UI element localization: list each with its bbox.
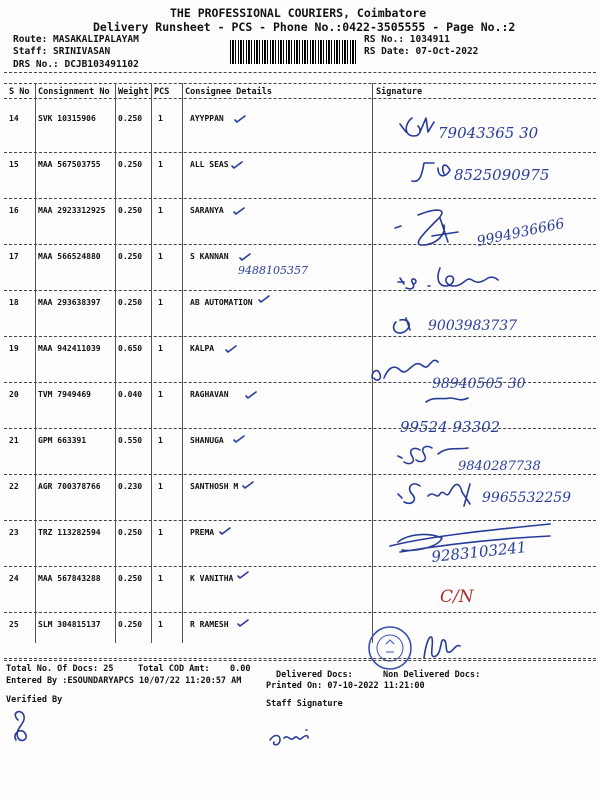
row-consignee: ALL SEAS <box>190 160 229 169</box>
row-consignment-no: MAA 567843288 <box>38 574 101 583</box>
drs-number: DRS No.: DCJB103491102 <box>13 59 139 70</box>
cod-amount-value: 0.00 <box>230 664 251 674</box>
row-consignee: SANTHOSH M <box>190 482 239 491</box>
row-weight: 0.250 <box>118 160 143 169</box>
row-consignee: S KANNAN <box>190 252 229 261</box>
signature-scribble <box>426 398 468 402</box>
row-sno: 20 <box>9 390 19 399</box>
row-sno: 23 <box>9 528 19 537</box>
row-weight: 0.250 <box>118 114 143 123</box>
signature-scribble <box>412 163 450 181</box>
row-consignment-no: MAA 2923312925 <box>38 206 106 215</box>
handwritten-phone: 9003983737 <box>428 318 518 334</box>
row-consignee: KALPA <box>190 344 215 353</box>
courier-stamp-inner-ring <box>377 635 403 661</box>
row-sno: 18 <box>9 298 19 307</box>
tick-mark-icon <box>243 482 253 488</box>
row-weight: 0.230 <box>118 482 143 491</box>
row-weight: 0.250 <box>118 574 143 583</box>
col-header-signature: Signature <box>376 87 423 97</box>
row-sno: 19 <box>9 344 19 353</box>
row-pcs: 1 <box>158 574 163 583</box>
row-sno: 25 <box>9 620 19 629</box>
printed-on: Printed On: 07-10-2022 11:21:00 <box>266 681 425 691</box>
tick-mark-icon <box>246 392 256 398</box>
col-header-weight: Weight <box>118 87 149 97</box>
handwritten-phone: 79043365 30 <box>438 124 539 142</box>
handwritten-phone: 9994936666 <box>475 215 566 250</box>
row-consignee: R RAMESH <box>190 620 229 629</box>
row-consignee: RAGHAVAN <box>190 390 229 399</box>
route-label: Route: MASAKALIPALAYAM <box>13 34 139 45</box>
entered-by: Entered By :ESOUNDARYAPCS 10/07/22 11:20:57 AM <box>6 676 242 686</box>
handwritten-phone: 98940505 30 <box>432 376 526 392</box>
row-weight: 0.550 <box>118 436 143 445</box>
courier-stamp-icon <box>369 627 411 669</box>
signature-scribble <box>424 637 460 658</box>
row-consignment-no: MAA 566524880 <box>38 252 101 261</box>
row-weight: 0.250 <box>118 620 143 629</box>
handwritten-phone: 9488105357 <box>238 264 308 277</box>
row-pcs: 1 <box>158 298 163 307</box>
row-consignment-no: AGR 700378766 <box>38 482 101 491</box>
row-consignee: AYYPPAN <box>190 114 224 123</box>
staff-signature <box>270 730 308 745</box>
row-consignment-no: MAA 942411039 <box>38 344 101 353</box>
row-consignee: K VANITHA <box>190 574 234 583</box>
tick-mark-icon <box>240 254 250 260</box>
handwritten-phone: 8525090975 <box>454 166 550 184</box>
tick-mark-icon <box>235 116 245 122</box>
row-sno: 15 <box>9 160 19 169</box>
row-consignment-no: TVM 7949469 <box>38 390 91 399</box>
row-weight: 0.250 <box>118 206 143 215</box>
row-pcs: 1 <box>158 160 163 169</box>
col-header-consignment: Consignment No <box>38 87 110 97</box>
signature-scribble <box>398 268 498 289</box>
tick-mark-icon <box>238 620 248 626</box>
tick-mark-icon <box>220 528 230 534</box>
row-pcs: 1 <box>158 390 163 399</box>
row-consignee: SARANYA <box>190 206 224 215</box>
signature-scribble <box>398 484 470 506</box>
staff-signature-label: Staff Signature <box>266 699 343 709</box>
row-pcs: 1 <box>158 482 163 491</box>
row-pcs: 1 <box>158 528 163 537</box>
row-sno: 17 <box>9 252 19 261</box>
row-consignee: SHANUGA <box>190 436 224 445</box>
row-weight: 0.650 <box>118 344 143 353</box>
tick-mark-icon <box>234 436 244 442</box>
stamp-star-icon <box>386 640 394 652</box>
delivered-docs: Delivered Docs: <box>276 670 353 680</box>
signature-scribble <box>394 318 410 333</box>
row-weight: 0.250 <box>118 252 143 261</box>
handwritten-cn-note: C/N <box>440 587 474 607</box>
row-consignee: PREMA <box>190 528 215 537</box>
signature-scribble <box>395 210 458 245</box>
verified-by: Verified By <box>6 695 63 705</box>
handwritten-phone: 9965532259 <box>482 490 572 506</box>
row-weight: 0.040 <box>118 390 143 399</box>
row-consignment-no: TRZ 113282594 <box>38 528 101 537</box>
row-pcs: 1 <box>158 206 163 215</box>
handwritten-phone: 9283103241 <box>430 538 528 566</box>
row-pcs: 1 <box>158 114 163 123</box>
row-consignee: AB AUTOMATION <box>190 298 253 307</box>
row-pcs: 1 <box>158 344 163 353</box>
non-delivered-docs: Non Delivered Docs: <box>383 670 481 680</box>
row-pcs: 1 <box>158 252 163 261</box>
handwritten-phone: 9840287738 <box>458 459 541 474</box>
tick-mark-icon <box>259 296 269 302</box>
row-consignment-no: SVK 10315906 <box>38 114 96 123</box>
col-header-sno: S No <box>9 87 30 97</box>
row-consignment-no: SLM 304815137 <box>38 620 101 629</box>
cod-amount-label: Total COD Amt: <box>138 664 210 674</box>
signature-scribble <box>400 118 434 136</box>
row-pcs: 1 <box>158 620 163 629</box>
row-consignment-no: MAA 567503755 <box>38 160 101 169</box>
divider <box>4 660 596 661</box>
tick-mark-icon <box>238 572 248 578</box>
row-pcs: 1 <box>158 436 163 445</box>
row-consignment-no: MAA 293638397 <box>38 298 101 307</box>
company-title: THE PROFESSIONAL COURIERS, Coimbatore <box>170 6 427 20</box>
row-consignment-no: GPM 663391 <box>38 436 87 445</box>
row-sno: 22 <box>9 482 19 491</box>
staff-label: Staff: SRINIVASAN <box>13 46 111 57</box>
row-sno: 14 <box>9 114 19 123</box>
tick-mark-icon <box>232 162 242 168</box>
signature-scribble <box>372 360 438 380</box>
verifier-signature <box>15 712 26 741</box>
row-sno: 16 <box>9 206 19 215</box>
row-weight: 0.250 <box>118 528 143 537</box>
row-weight: 0.250 <box>118 298 143 307</box>
tick-mark-icon <box>226 346 236 352</box>
rs-number: RS No.: 1034911 <box>364 34 450 45</box>
tick-mark-icon <box>234 208 244 214</box>
row-sno: 21 <box>9 436 19 445</box>
runsheet-subtitle: Delivery Runsheet - PCS - Phone No.:0422-3505555 - Page No.:2 <box>93 20 516 34</box>
rs-date: RS Date: 07-Oct-2022 <box>364 46 479 57</box>
total-docs: Total No. Of Docs: 25 <box>6 664 114 674</box>
col-header-consignee: Consignee Details <box>185 87 272 97</box>
row-sno: 24 <box>9 574 19 583</box>
handwritten-phone: 99524 93302 <box>400 418 501 436</box>
col-header-pcs: PCS <box>154 87 170 97</box>
